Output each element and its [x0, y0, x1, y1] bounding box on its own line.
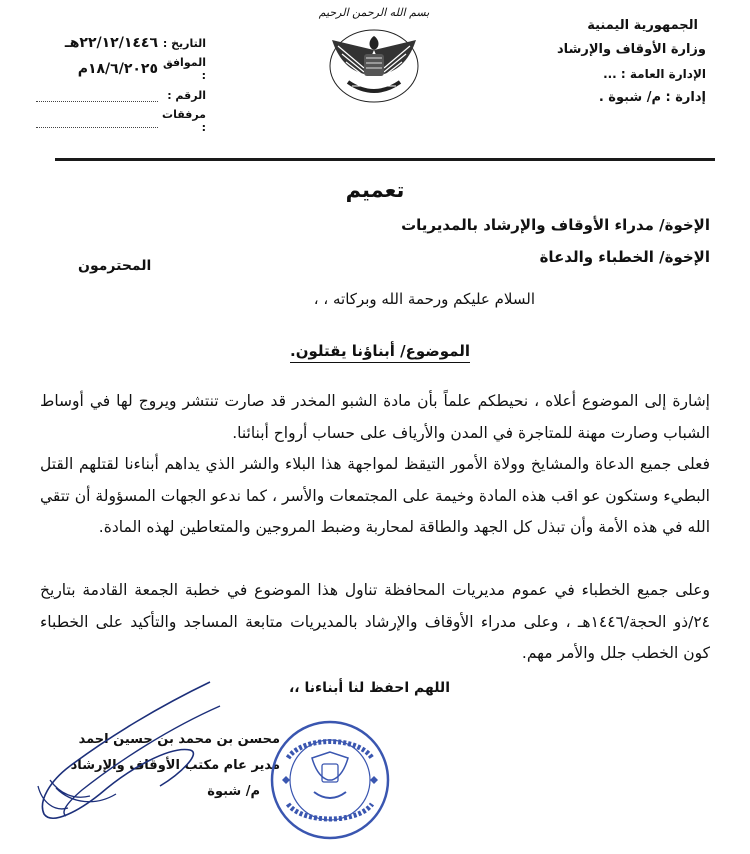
number-row	[36, 82, 206, 108]
number-line	[36, 89, 158, 102]
greeting: السلام عليكم ورحمة الله وبركاته ، ،	[313, 290, 535, 308]
subject-line: الموضوع/ أبناؤنا يقتلون.	[290, 342, 470, 363]
closing-prayer: اللهم احفظ لنا أبناءنا ،،	[288, 680, 450, 696]
ministry-name: وزارة الأوقاف والإرشاد	[557, 42, 706, 57]
paragraph-1: إشارة إلى الموضوع أعلاه ، نحيطكم علماً بأن مادة الشبو المخدر قد صارت تنتشر ويروج لها في أوساط الشباب وصارت مهنة للمتاجرة في المدن والأرياف على حساب أرواح أبنائنا.	[40, 392, 710, 442]
signer-position: مدير عام مكتب الأوقاف والإرشاد	[70, 758, 280, 773]
header-divider	[55, 158, 715, 161]
signer-name: محسن بن محمد بن حسين احمد	[78, 732, 280, 747]
country-name: الجمهورية اليمنية	[587, 18, 698, 33]
addressee-preachers: الإخوة/ الخطباء والدعاة	[539, 248, 710, 266]
yemen-emblem-logo	[318, 6, 430, 106]
header-meta	[36, 30, 206, 134]
date-value: ٢٢/١٢/١٤٤٦هـ	[64, 35, 158, 51]
corresponding-row	[36, 56, 206, 82]
date-row	[36, 30, 206, 56]
respected-label: المحترمون	[78, 258, 152, 274]
corresponding-label: الموافق :	[162, 56, 206, 82]
eagle-icon	[318, 22, 430, 106]
attachments-row	[36, 108, 206, 134]
paragraph-2: فعلى جميع الدعاة والمشايخ وولاة الأمور التيقظ لمواجهة هذا البلاء والشر الذي يداهم أبناءنا لقتلهم القتل البطيء وستكون عو اقب هذه المادة وخيمة على المجتمعات والأسر ، كما ندعو الجهات المسؤولة أن تتقي الله في هذه الأمة وأن تبذل كل الجهد والطاقة لمحاربة وضبط المروجين والمتعاطين لهذه المادة.	[40, 455, 710, 536]
number-label: الرقم :	[167, 88, 206, 102]
corresponding-value: ١٨/٦/٢٠٢٥م	[77, 61, 158, 77]
signer-office: م/ شبوة	[207, 784, 260, 799]
official-stamp	[268, 718, 392, 842]
attachments-label: مرفقات :	[162, 108, 206, 134]
paragraph-3: وعلى جميع الخطباء في عموم مديريات المحافظة تناول هذا الموضوع في خطبة الجمعة القادمة بتاريخ ٢٤/ذو الحجة/١٤٤٦هـ ، وعلى مدراء الأوقاف والإرشاد بالمديريات متابعة المساجد والتأكيد على الخطباء كون الخطب جلل والأمر مهم.	[40, 581, 710, 662]
attachments-line	[36, 115, 158, 128]
handwritten-signature	[20, 676, 240, 826]
office-name: إدارة : م/ شبوة .	[598, 90, 706, 105]
general-admin: الإدارة العامة : ...	[603, 67, 706, 81]
date-label: التاريخ :	[162, 36, 206, 50]
addressee-directors: الإخوة/ مدراء الأوقاف والإرشاد بالمديريات	[401, 216, 710, 234]
circular-title: تعميم	[345, 178, 405, 202]
basmala-text: بسم الله الرحمن الرحيم	[318, 6, 430, 19]
header-organization	[506, 14, 706, 110]
